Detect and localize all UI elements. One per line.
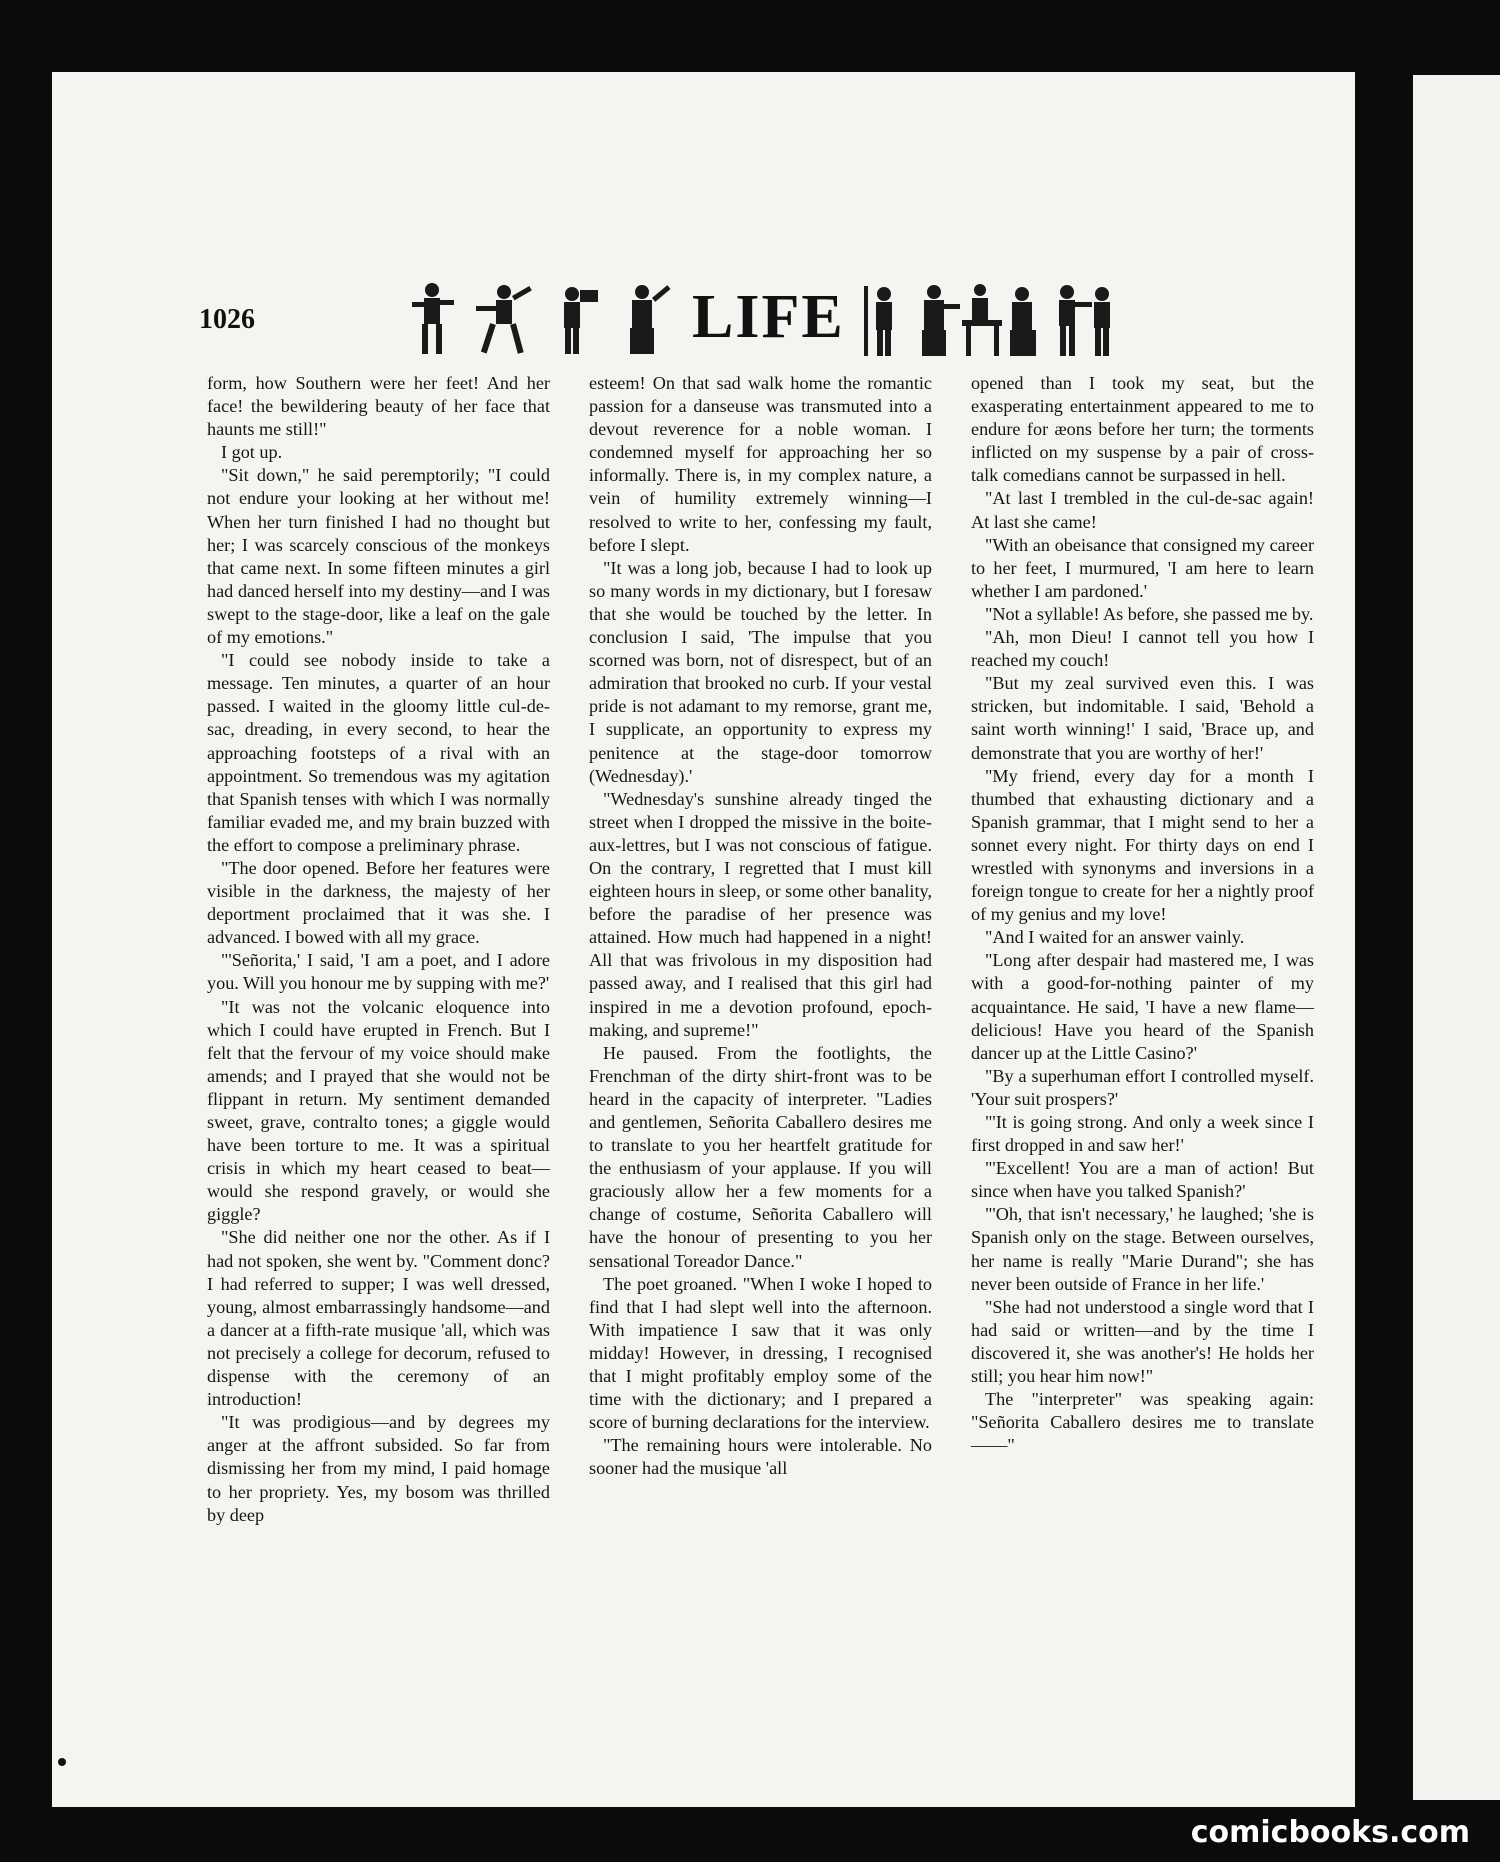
masthead-figures-right-illustration <box>862 280 1117 360</box>
paragraph: esteem! On that sad walk home the romantic passion for a danseuse was transmuted into a devout reverence for a noble woman. I condemned myself for approaching her so informally. There is, in my complex nature, a vein of humility extremely winning—I resolved to write to her, confessing my fault, before I slept. <box>589 373 932 555</box>
paragraph: "Not a syllable! As before, she passed me by. <box>985 603 1314 624</box>
paragraph: "It was not the volcanic eloquence into which I could have erupted in French. But I felt that the fervour of my voice should make amends; and I prayed that she would not be flippant in return. My sentiment demanded sweet, grave, contralto tones; a giggle would have been torture to me. It was a spiritual crisis in which my heart ceased to beat—would she respond gravely, or would she giggle? <box>207 996 550 1225</box>
masthead-figures-left-illustration <box>412 280 687 360</box>
text-column-3 <box>971 372 1314 1457</box>
page-number: 1026 <box>199 304 255 335</box>
paragraph: "It was prodigious—and by degrees my anger at the affront subsided. So far from dismissing her from my mind, I paid homage to her propriety. Yes, my bosom was thrilled by deep <box>207 1412 550 1525</box>
paragraph: I got up. <box>221 442 283 463</box>
magazine-title: LIFE <box>692 283 845 351</box>
paragraph: "I could see nobody inside to take a message. Ten minutes, a quarter of an hour passed. I waited in the gloomy little cul-de-sac, dreading, in every second, to hear the approaching footsteps of a rival with an appointment. So tremendous was my agitation that Spanish tenses with which I was normally familiar evaded me, and my brain buzzed with the effort to compose a preliminary phrase. <box>207 650 550 855</box>
paragraph: "'Excellent! You are a man of action! But since when have you talked Spanish?' <box>971 1158 1314 1202</box>
page-gutter <box>1355 72 1415 1807</box>
paragraph: "Long after despair had mastered me, I was with a good-for-nothing painter of my acquaintance. He said, 'I have a new flame—delicious! Have you heard of the Spanish dancer up at the Little Casino?' <box>971 950 1314 1063</box>
paragraph: opened than I took my seat, but the exasperating entertainment appeared to me to endure for æons before her turn; the torments inflicted on my suspense by a pair of cross-talk comedians cannot be surpassed in hell. <box>971 373 1314 486</box>
text-column-1 <box>207 372 550 1527</box>
paragraph: "At last I trembled in the cul-de-sac again! At last she came! <box>971 488 1314 532</box>
paragraph: The "interpreter" was speaking again: "Señorita Caballero desires me to translate——" <box>971 1389 1314 1456</box>
paragraph: form, how Southern were her feet! And her face! the bewildering beauty of her face that haunts me still!" <box>207 373 550 440</box>
adjacent-page-edge <box>1413 75 1500 1800</box>
paragraph: "Ah, mon Dieu! I cannot tell you how I reached my couch! <box>971 627 1314 671</box>
article-columns <box>207 372 1315 1852</box>
paragraph: He paused. From the footlights, the Frenchman of the dirty shirt-front was to be heard in the capacity of interpreter. "Ladies and gentlemen, Señorita Caballero desires me to translate to you her heartfelt gratitude for the enthusiasm of your applause. If you will graciously allow her a few moments for a change of costume, Señorita Caballero will have the honour of presenting to you her sensational Toreador Dance." <box>589 1042 932 1271</box>
paragraph: "Wednesday's sunshine already tinged the street when I dropped the missive in the boite-aux-lettres, but I was not conscious of fatigue. On the contrary, I regretted that I must kill eighteen hours in sleep, or some other banality, before the paradise of her presence was attained. How much had happened in a night! All that was frivolous in my disposition had passed away, and I realised that this girl had inspired in me a devotion profound, epoch-making, and supreme!" <box>589 788 932 1040</box>
paragraph: "It was a long job, because I had to look up so many words in my dictionary, but I foresaw that she would be touched by the letter. In conclusion I said, 'The impulse that you scorned was born, not of disrespect, but of an admiration that brooked no curb. If your vestal pride is not adamant to my remorse, grant me, I supplicate, an opportunity to express my penitence at the stage-door tomorrow (Wednesday).' <box>589 557 932 786</box>
paragraph: "'Oh, that isn't necessary,' he laughed; 'she is Spanish only on the stage. Between ourselves, her name is really "Marie Durand"; she has never been outside of France in her life.' <box>971 1204 1314 1294</box>
paragraph: "And I waited for an answer vainly. <box>985 927 1245 948</box>
paragraph: The poet groaned. "When I woke I hoped to find that I had slept well into the afternoon. With impatience I saw that it was only midday! However, in dressing, I recognised that I might profitably employ some of the time with the dictionary; and I prepared a score of burning declarations for the interview. <box>589 1273 932 1433</box>
paragraph: "But my zeal survived even this. I was stricken, but indomitable. I said, 'Behold a saint worth winning!' I said, 'Brace up, and demonstrate that you are worthy of her!' <box>971 673 1314 763</box>
paragraph: "She had not understood a single word that I had said or written—and by the time I discovered it, she was another's! He holds her still; you hear him now!" <box>971 1296 1314 1387</box>
masthead <box>52 262 1407 372</box>
text-column-2 <box>589 372 932 1481</box>
paragraph: "My friend, every day for a month I thumbed that exhausting dictionary and a Spanish grammar, that I might send to her a sonnet every night. For thirty days on end I wrestled with synonyms and inversions in a foreign tongue to create for her a nightly proof of my genius and my love! <box>971 765 1314 925</box>
site-watermark: comicbooks.com <box>1190 1815 1470 1850</box>
magazine-page <box>52 72 1407 1807</box>
paragraph: "With an obeisance that consigned my career to her feet, I murmured, 'I am here to learn whether I am pardoned.' <box>971 534 1314 601</box>
paragraph: "The remaining hours were intolerable. No sooner had the musique 'all <box>589 1435 932 1479</box>
paragraph: "'Señorita,' I said, 'I am a poet, and I adore you. Will you honour me by supping with me?' <box>207 950 550 994</box>
paragraph: "'It is going strong. And only a week since I first dropped in and saw her!' <box>971 1112 1314 1156</box>
paragraph: "She did neither one nor the other. As if I had not spoken, she went by. "Comment donc? I had referred to supper; I was well dressed, young, almost embarrassingly handsome—and a dancer at a fifth-rate musique 'all, which was not precisely a college for decorum, refused to dispense with the ceremony of an introduction! <box>207 1227 550 1410</box>
scan-speck <box>58 1758 66 1766</box>
paragraph: "Sit down," he said peremptorily; "I could not endure your looking at her without me! When her turn finished I had no thought but her; I was scarcely conscious of the monkeys that came next. In some fifteen minutes a girl had danced herself into my destiny—and I was swept to the stage-door, like a leaf on the gale of my emotions." <box>207 465 550 648</box>
paragraph: "By a superhuman effort I controlled myself. 'Your suit prospers?' <box>971 1065 1314 1109</box>
paragraph: "The door opened. Before her features were visible in the darkness, the majesty of her deportment proclaimed that it was she. I advanced. I bowed with all my grace. <box>207 857 550 948</box>
